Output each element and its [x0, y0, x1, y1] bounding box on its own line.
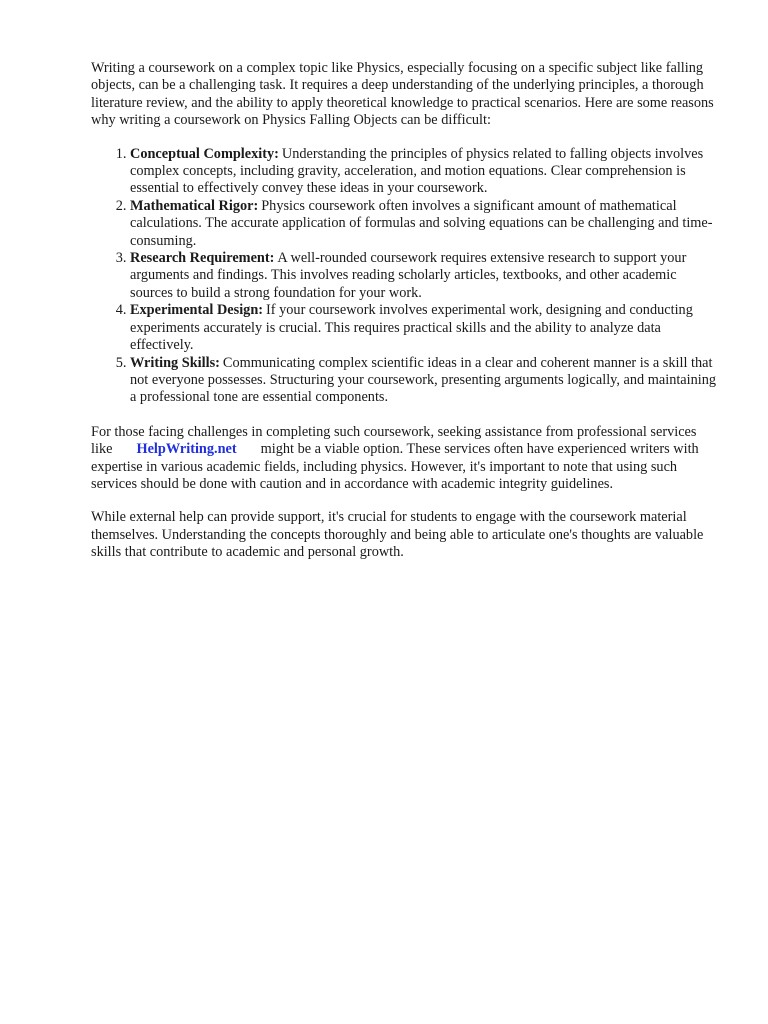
- list-item: [130, 198, 723, 250]
- list-item: [130, 355, 723, 407]
- list-item-text: Communicating complex scientific ideas in a clear and coherent manner is a skill that not everyone possesses. Structuring your coursework, presenting arguments logically, and maintaining a professional tone are essential components.: [130, 354, 717, 406]
- list-item-term: Conceptual Complexity:: [130, 145, 279, 162]
- document-page: [91, 60, 723, 578]
- list-item-text: If your coursework involves experimental work, designing and conducting experiments accurately is crucial. This requires practical skills and the ability to analyze data effectively.: [130, 302, 693, 354]
- list-item-term: Writing Skills:: [130, 354, 220, 371]
- list-item: [130, 302, 723, 354]
- intro-paragraph: Writing a coursework on a complex topic like Physics, especially focusing on a specific subject like falling objects, can be a challenging task. It requires a deep understanding of the underlying principles, a thorough literature review, and the ability to apply theoretical knowledge to practical scenarios. Here are some reasons why writing a coursework on Physics Falling Objects can be difficult:: [91, 60, 714, 129]
- helpwriting-link[interactable]: HelpWriting.net: [136, 441, 237, 458]
- help-text-after: might be a viable option. These services often have experienced writers with expertise in various academic fields, including physics. However, it's important to note that using such services should be done with caution and in accordance with academic integrity guidelines.: [91, 441, 699, 492]
- list-item-text: A well-rounded coursework requires extensive research to support your arguments and findings. This involves reading scholarly articles, textbooks, and other academic sources to build a strong foundation for your work.: [130, 250, 687, 301]
- list-item-term: Research Requirement:: [130, 250, 275, 267]
- closing-paragraph: While external help can provide support, it's crucial for students to engage with the coursework material themselves. Understanding the concepts thoroughly and being able to articulate one's thoughts are valuable skills that contribute to academic and personal growth.: [91, 509, 704, 561]
- help-paragraph: [91, 424, 723, 494]
- list-item-term: Experimental Design:: [130, 302, 264, 319]
- list-item: [130, 250, 723, 302]
- list-item-text: Physics coursework often involves a significant amount of mathematical calculations. The accurate application of formulas and solving equations can be challenging and time-consuming.: [130, 197, 713, 249]
- help-text-before: For those facing challenges in completing such coursework, seeking assistance from professional services like: [91, 423, 697, 458]
- list-item: [130, 146, 723, 198]
- list-item-term: Mathematical Rigor:: [130, 197, 259, 214]
- reasons-list: [91, 146, 723, 407]
- list-item-text: Understanding the principles of physics related to falling objects involves complex concepts, including gravity, acceleration, and motion equations. Clear comprehension is essential to effectively convey these ideas in your coursework.: [130, 145, 704, 197]
